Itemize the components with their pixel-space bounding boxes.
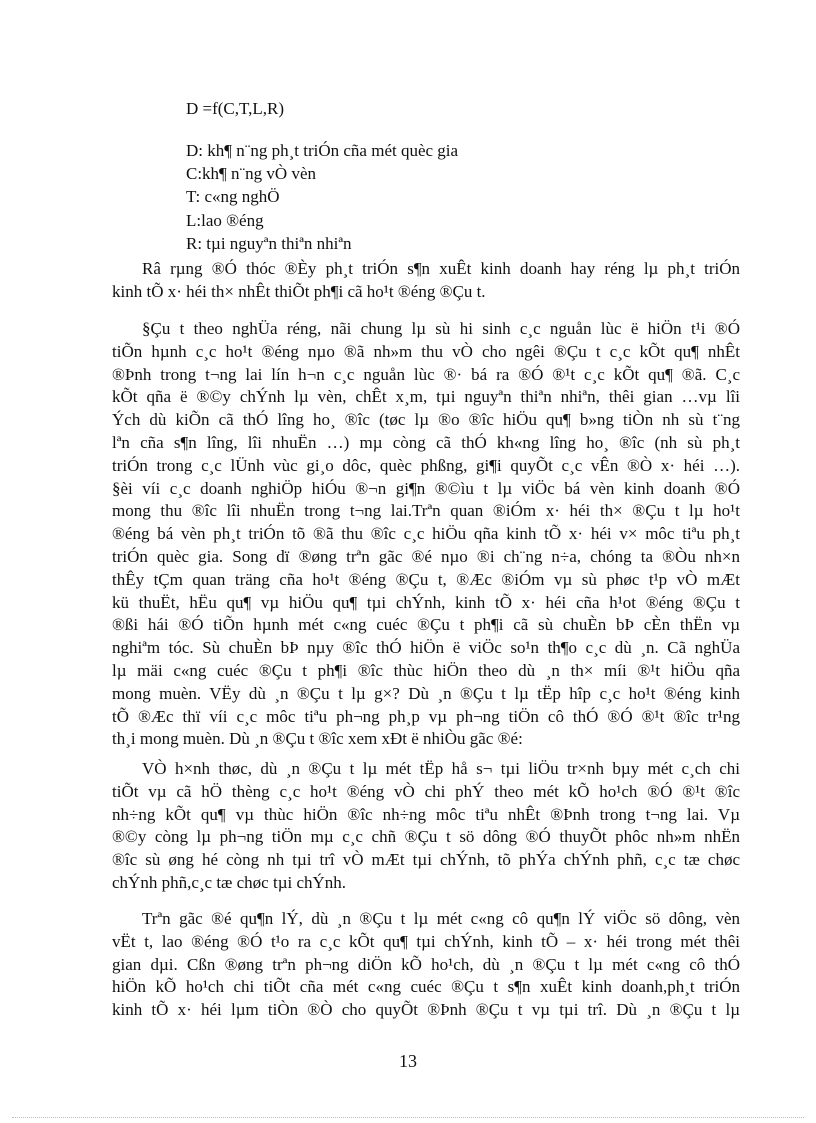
paragraph-management-perspective (112, 908, 740, 1022)
text-line: §èi víi c¸c doanh nghiÖp hiÓu ®¬n gi¶n ®©ìu t lµ viÖc bá vèn kinh doanh ®Ó (112, 478, 740, 498)
text-line: ®éng bá vèn ph¸t triÓn tõ ®ã thu ®îc c¸c hiÖu qña kinh tÕ x· héi v× môc tiªu ph¸t (112, 524, 740, 544)
text-line: nh÷ng kÕt qu¶ vµ thùc hiÖn ®îc nh÷ng môc tiªu nhÊt ®Þnh trong t¬ng lai. Vµ (112, 804, 740, 824)
text-line: mong muèn. VËy dù ¸n ®Çu t lµ g×? Dù ¸n ®Çu t lµ tËp hîp c¸c ho¹t ®éng kinh (112, 683, 740, 703)
text-line: VÒ h×nh thøc, dù ¸n ®Çu t lµ mét tËp hå s¬ tµi liÖu tr×nh bµy mét c¸ch chi (142, 759, 740, 778)
text-line: ®Þnh trong t¬ng lai lín h¬n c¸c nguån lùc ®· bá ra ®Ó ®¹t c¸c kÕt qu¶ ®ã. C¸c (112, 364, 740, 384)
text-line: hiÖn kÕ ho¹ch chi tiÕt cña mét c«ng cuéc ®Çu t s¶n xuÊt kinh doanh,ph¸t triÓn (112, 977, 740, 997)
text-line: nghiªm tóc. Sù chuÈn bÞ nµy ®îc thÓ hiÖn ë viÖc so¹n th¶o c¸c dù ¸n. Cã nghÜa (112, 638, 740, 658)
paragraph-investment-definition (112, 318, 740, 751)
text-line: lµ mäi c«ng cuéc ®Çu t ph¶i ®îc thùc hiÖn theo dù ¸n th× míi ®¹t hiÖu qña (112, 660, 740, 680)
text-line: kÕt qña ë ®©y chÝnh lµ vèn, chÊt x¸m, tµi nguyªn thiªn nhiªn, thêi gian …vµ lîi (112, 387, 740, 407)
text-line: tiÕt vµ cã hÖ thèng c¸c ho¹t ®éng vÒ chi phÝ theo mét kÕ ho¹ch ®Ó ®¹t ®îc (112, 781, 740, 801)
paragraph-form-perspective (112, 758, 740, 895)
text-line: ®ßi hái ®Ó tiÕn hµnh mét c«ng cuéc ®Çu t ph¶i cã sù chuÈn bÞ cÈn thËn vµ (112, 615, 740, 635)
text-line: gian dµi. Cßn ®øng trªn ph¬ng diÖn kÕ ho¹ch, dù ¸n ®Çu t lµ mét c«ng cô thÓ (112, 954, 740, 974)
text-line: tÕ ®Æc thï víi c¸c môc tiªu ph¬ng ph¸p vµ ph¬ng tiÖn cô thÓ ®Ó ®¹t ®îc tr¹ng (112, 706, 740, 726)
definition-line: R: tµi nguyªn thiªn nhiªn (186, 233, 352, 253)
definition-line: L:lao ®éng (186, 210, 264, 230)
text-line: vËt t, lao ®éng ®Ó t¹o ra c¸c kÕt qu¶ tµi chÝnh, kinh tÕ – x· héi trong mét thêi (112, 931, 740, 951)
text-line: tiÕn hµnh c¸c ho¹t ®éng nµo ®ã nh»m thu vÒ cho ngêi ®Çu t c¸c kÕt qu¶ nhÊt (112, 341, 740, 361)
text-line: kinh tÕ x· héi th× nhÊt thiÕt ph¶i cã ho¹t ®éng ®Çu t. (112, 281, 486, 301)
text-line: ®©y còng lµ ph¬ng tiÖn mµ c¸c chñ ®Çu t sö dông ®Ó thuyÕt phôc nh»m nhËn (112, 827, 740, 847)
definition-line: D: kh¶ n¨ng ph¸t triÓn cña mét quèc gia (186, 141, 459, 160)
text-line: mong thu ®îc lîi nhuËn trong t¬ng lai.Trªn quan ®iÓm x· héi th× ®Çu t lµ ho¹t (112, 501, 740, 521)
page-number: 13 (399, 1051, 417, 1071)
text-line: Trªn gãc ®é qu¶n lÝ, dù ¸n ®Çu t lµ mét c«ng cô qu¶n lÝ viÖc sö dông, vèn (142, 909, 740, 928)
footer-divider (12, 1117, 804, 1118)
text-line: Ých dù kiÕn cã thÓ lîng ho¸ ®îc (tøc lµ ®o ®îc hiÖu qu¶ b»ng tiÒn nh sù t¨ng (112, 410, 740, 430)
text-line: th¸i mong muèn. Dù ¸n ®Çu t ®îc xem xÐt ë nhiÒu gãc ®é: (112, 729, 523, 749)
paragraph-intro (112, 258, 740, 304)
text-line: chÝnh phñ,c¸c tæ chøc tµi chÝnh. (112, 872, 347, 892)
text-line: lªn cña s¶n lîng, lîi nhuËn …) mµ còng cã thÓ kh«ng lîng ho¸ ®îc (nh sù ph¸t (112, 432, 740, 452)
text-line: Râ rµng ®Ó thóc ®Èy ph¸t triÓn s¶n xuÊt kinh doanh hay réng lµ ph¸t triÓn (142, 259, 740, 278)
definition-line: T: c«ng nghÖ (186, 187, 280, 207)
production-function-formula: D =f(C,T,L,R) (186, 99, 285, 118)
variable-definitions (186, 139, 458, 255)
text-line: kü thuËt, hËu qu¶ vµ hiÖu qu¶ tµi chÝnh, kinh tÕ x· héi cña h¹ot ®éng ®Çu t (112, 592, 740, 612)
text-line: triÓn trong c¸c lÜnh vùc gi¸o dôc, quèc phßng, gi¶i quyÕt c¸c vÊn ®Ò x· héi …). (112, 455, 740, 475)
text-line: kinh tÕ x· héi lµm tiÒn ®Ò cho quyÕt ®Þnh ®Çu t vµ tµi trî. Dù ¸n ®Çu t lµ (112, 1000, 740, 1020)
text-line: §Çu t theo nghÜa réng, nãi chung lµ sù hi sinh c¸c nguån lùc ë hiÖn t¹i ®Ó (142, 319, 740, 338)
text-line: thÊy tÇm quan träng cña ho¹t ®éng ®Çu t, ®Æc ®iÓm vµ sù phøc t¹p vÒ mÆt (112, 569, 740, 589)
text-line: ®îc sù øng hé còng nh tµi trî vÒ mÆt tµi chÝnh, tõ phÝa chÝnh phñ, c¸c tæ chøc (112, 850, 740, 870)
text-line: triÓn quèc gia. Song dï ®øng trªn gãc ®é nµo ®i ch¨ng n÷a, chóng ta ®Òu nh×n (112, 546, 740, 566)
definition-line: C:kh¶ n¨ng vÒ vèn (186, 164, 316, 184)
